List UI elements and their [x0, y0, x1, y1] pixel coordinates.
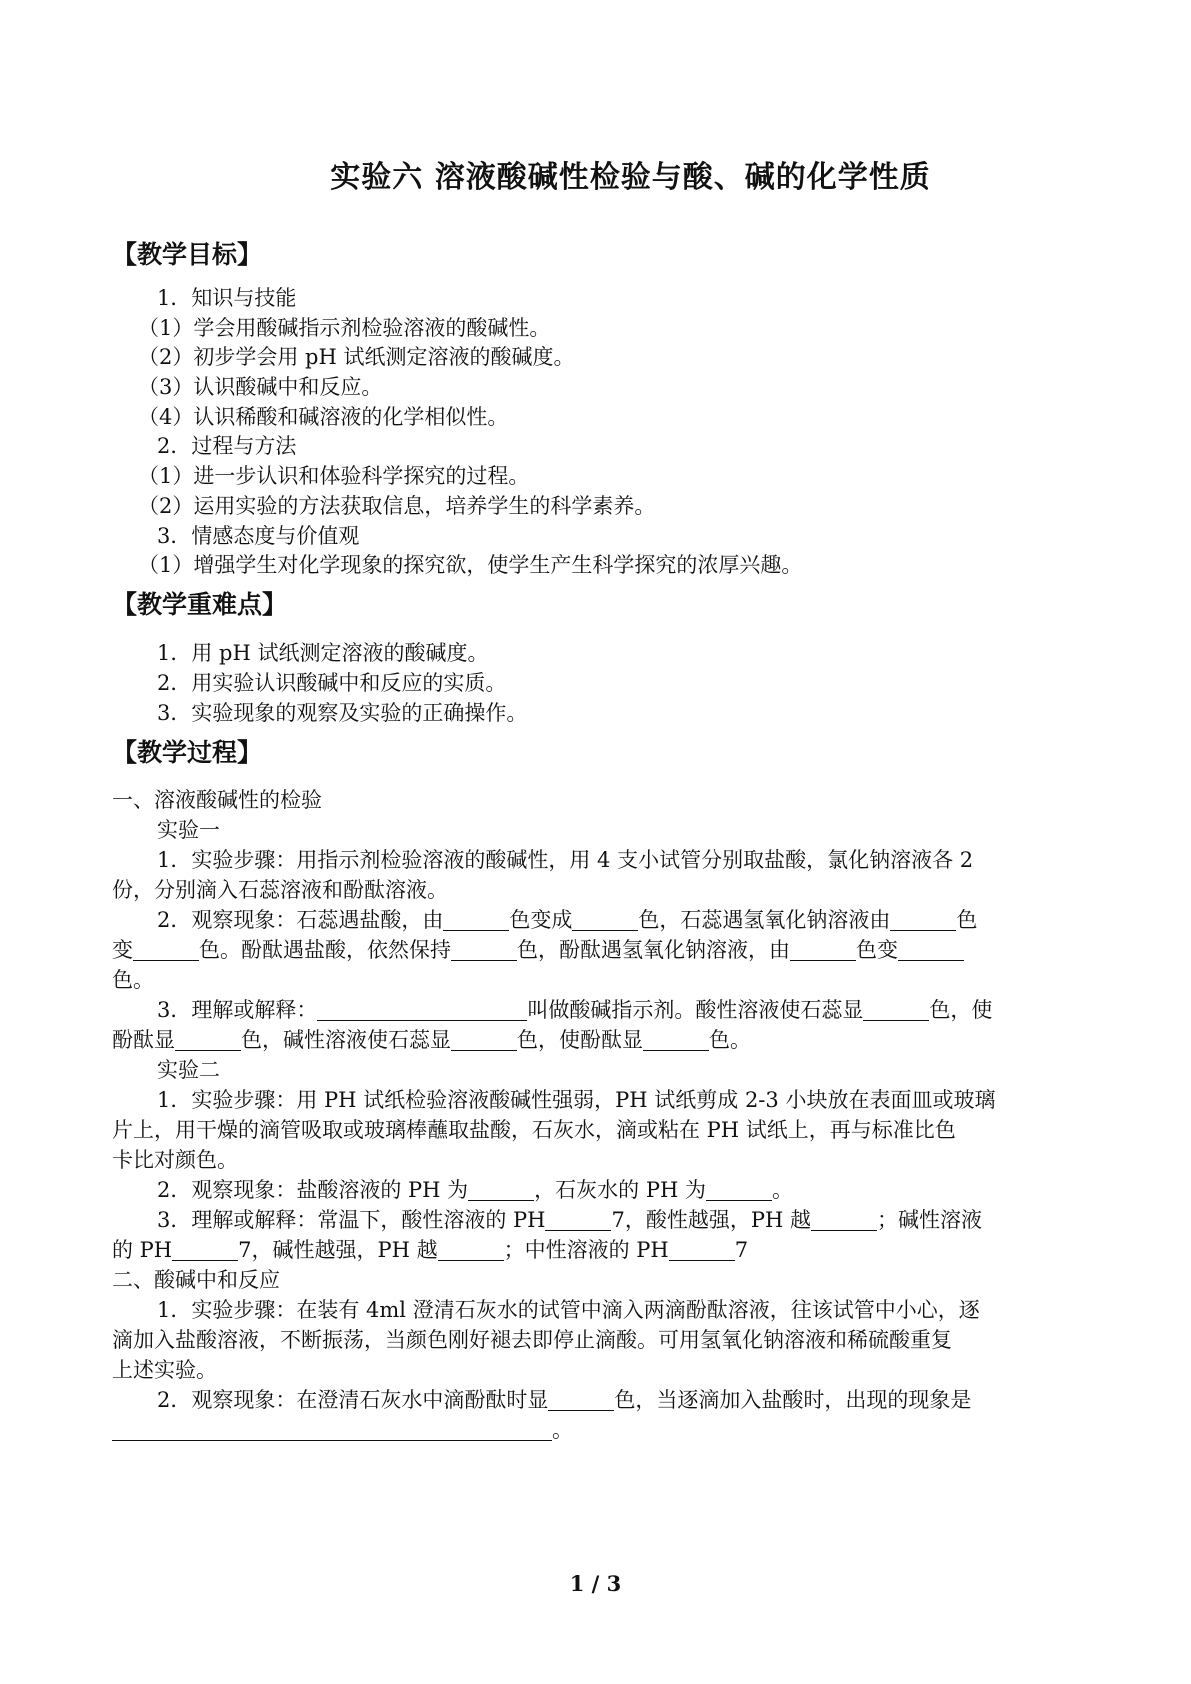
document-title: 实验六 溶液酸碱性检验与酸、碱的化学性质: [330, 160, 931, 195]
text-line: 卡比对颜色。: [112, 1148, 238, 1172]
fill-blank: [898, 938, 964, 961]
text-line: 色。: [112, 968, 154, 992]
text-line: 3．理解或解释：常温下，酸性溶液的 PH 7，酸性越强，PH 越 ；碱性溶液: [157, 1208, 982, 1232]
text-line: 1．实验步骤：在装有 4ml 澄清石灰水的试管中滴入两滴酚酞溶液，往该试管中小心，逐: [157, 1298, 980, 1322]
fill-blank: [451, 938, 517, 961]
fill-blank: [643, 1028, 709, 1051]
page-number: 1 / 3: [569, 1571, 622, 1596]
section-heading-process: 【教学过程】: [112, 738, 263, 767]
text-line: 3．实验现象的观察及实验的正确操作。: [157, 701, 528, 725]
text-line: 酚酞显 色，碱性溶液使石蕊显 色，使酚酞显 色。: [112, 1028, 751, 1052]
fill-blank: [548, 1388, 614, 1411]
text-line: 2．过程与方法: [157, 434, 297, 458]
text-line: 2．用实验认识酸碱中和反应的实质。: [157, 671, 507, 695]
experiment-title: 实验一: [157, 818, 220, 842]
text-line: （4）认识稀酸和碱溶液的化学相似性。: [138, 405, 509, 429]
text-line: 1．知识与技能: [157, 286, 297, 310]
fill-blank: [790, 938, 856, 961]
fill-blank: [438, 1238, 504, 1261]
text-line: 1．实验步骤：用 PH 试纸检验溶液酸碱性强弱，PH 试纸剪成 2-3 小块放在表面皿或玻璃: [157, 1088, 996, 1112]
text-line: 份，分别滴入石蕊溶液和酚酞溶液。: [112, 878, 448, 902]
section-heading-key-points: 【教学重难点】: [112, 590, 288, 619]
fill-blank: [669, 1238, 735, 1261]
text-line: 1．实验步骤：用指示剂检验溶液的酸碱性，用 4 支小试管分别取盐酸，氯化钠溶液各 2: [157, 848, 974, 872]
text-line: （2）运用实验的方法获取信息，培养学生的科学素养。: [138, 494, 656, 518]
text-line: 2．观察现象：石蕊遇盐酸，由 色变成 色，石蕊遇氢氧化钠溶液由 色: [157, 908, 978, 932]
text-line: 。: [112, 1414, 573, 1446]
text-line: 3．理解或解释： 叫做酸碱指示剂。酸性溶液使石蕊显 色，使: [157, 998, 993, 1022]
section-heading-goals: 【教学目标】: [112, 240, 263, 269]
subsection-title: 一、溶液酸碱性的检验: [112, 788, 322, 812]
text-line: （3）认识酸碱中和反应。: [138, 375, 383, 399]
fill-blank: [863, 998, 929, 1021]
text-line: 上述实验。: [112, 1358, 217, 1382]
text-line: 的 PH 7，碱性越强，PH 越 ；中性溶液的 PH 7: [112, 1238, 749, 1262]
text-line: 2．观察现象：盐酸溶液的 PH 为 ，石灰水的 PH 为 。: [157, 1178, 793, 1202]
subsection-title: 二、酸碱中和反应: [112, 1268, 280, 1292]
fill-blank: [443, 908, 509, 931]
fill-blank: [890, 908, 956, 931]
fill-blank: [172, 1238, 238, 1261]
text-line: 2．观察现象：在澄清石灰水中滴酚酞时显 色，当逐滴加入盐酸时，出现的现象是: [157, 1388, 972, 1412]
text-line: （1）学会用酸碱指示剂检验溶液的酸碱性。: [138, 316, 551, 340]
text-line: （1）进一步认识和体验科学探究的过程。: [138, 464, 530, 488]
fill-blank: [133, 938, 199, 961]
fill-blank: [317, 998, 527, 1021]
text-line: 滴加入盐酸溶液，不断振荡，当颜色刚好褪去即停止滴酸。可用氢氧化钠溶液和稀硫酸重复: [112, 1328, 952, 1352]
text-line: 片上，用干燥的滴管吸取或玻璃棒蘸取盐酸，石灰水，滴或粘在 PH 试纸上，再与标准比色: [112, 1118, 956, 1142]
fill-blank: [545, 1208, 611, 1231]
text-line: 变 色。酚酞遇盐酸，依然保持 色，酚酞遇氢氧化钠溶液，由 色变: [112, 934, 964, 966]
fill-blank: [175, 1028, 241, 1051]
experiment-title: 实验二: [157, 1058, 220, 1082]
text-line: （1）增强学生对化学现象的探究欲，使学生产生科学探究的浓厚兴趣。: [138, 553, 803, 577]
fill-blank: [811, 1208, 877, 1231]
fill-blank: [706, 1178, 772, 1201]
text-line: 3．情感态度与价值观: [157, 524, 360, 548]
fill-blank: [468, 1178, 534, 1201]
text-line: （2）初步学会用 pH 试纸测定溶液的酸碱度。: [138, 345, 575, 369]
text-line: 1．用 pH 试纸测定溶液的酸碱度。: [157, 641, 489, 665]
fill-blank: [112, 1418, 552, 1441]
fill-blank: [451, 1028, 517, 1051]
fill-blank: [572, 908, 638, 931]
